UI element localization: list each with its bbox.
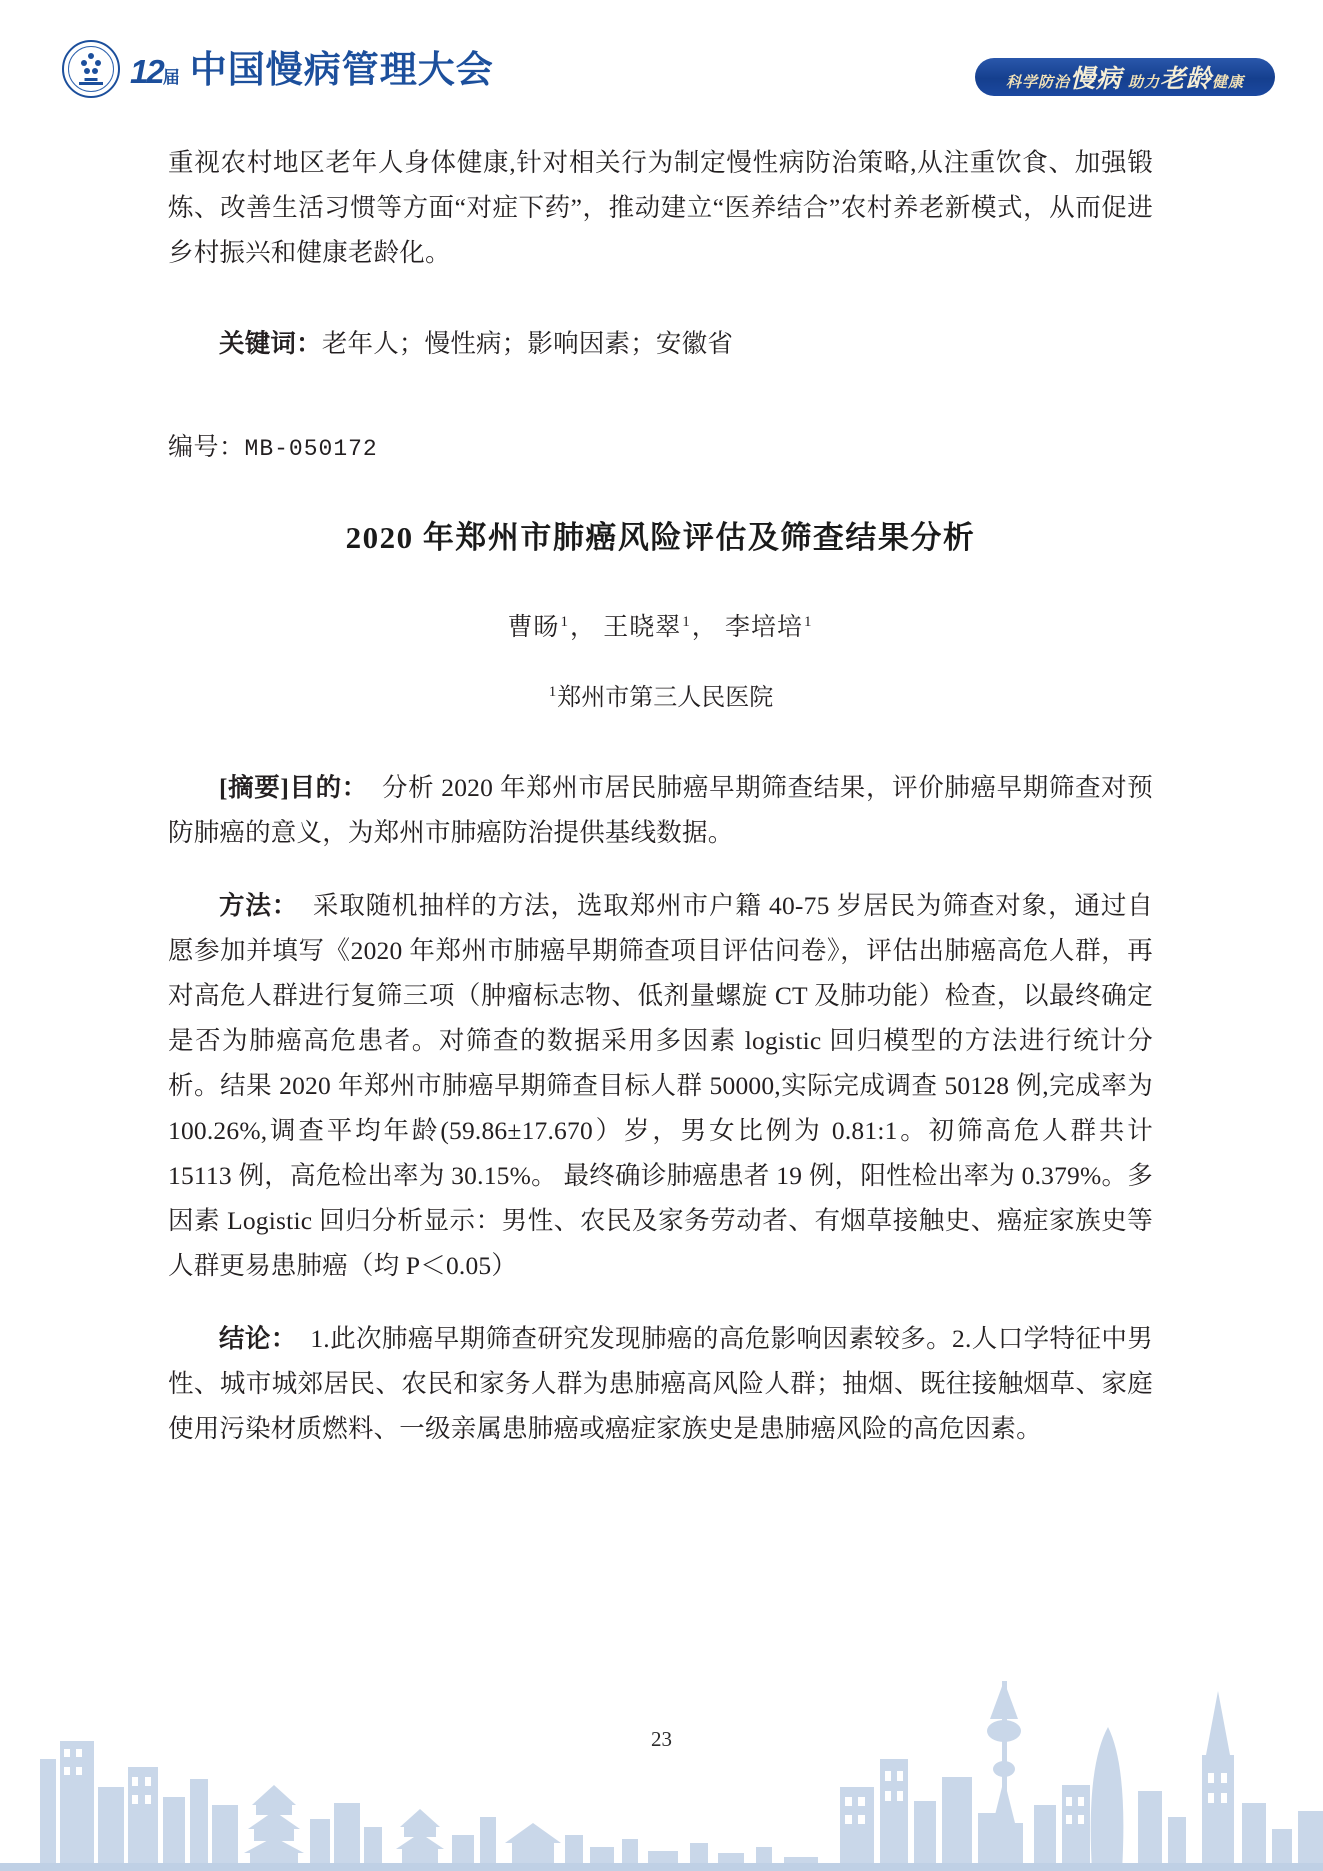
affiliation-name: 郑州市第三人民医院: [557, 685, 774, 711]
abstract-conclusion-label: 结论：: [219, 1324, 297, 1353]
edition-char: 届: [162, 67, 180, 87]
abstract-objective-text: 分析 2020 年郑州市居民肺癌早期筛查结果，评价肺癌早期筛查对预防肺癌的意义，为郑州市肺癌防治提供基线数据。: [168, 773, 1153, 847]
author-entry: [725, 614, 814, 641]
conference-title: 中国慢病管理大会: [189, 48, 494, 90]
article-code: [168, 428, 1153, 469]
slogan-part5: 健康: [1212, 74, 1245, 91]
article-code-label: 编号：: [168, 434, 245, 461]
slogan-part1: 科学防治: [1005, 74, 1070, 91]
abstract-tag: [摘要]: [219, 773, 290, 802]
edition-number: 12: [130, 52, 163, 90]
slogan-part2: 慢病: [1069, 65, 1122, 93]
seal-flower-icon: [83, 56, 99, 72]
author-separator: ，: [691, 614, 718, 641]
author-name: 李培培: [725, 614, 804, 641]
author-separator: ，: [569, 614, 596, 641]
abstract-conclusion: [168, 1316, 1153, 1451]
page-header: [0, 0, 1323, 118]
continued-paragraph: 重视农村地区老年人身体健康,针对相关行为制定慢性病防治策略,从注重饮食、加强锻炼、改善生活习惯等方面“对症下药”，推动建立“医养结合”农村养老新模式，从而促进乡村振兴和健康老龄化。: [168, 148, 1153, 267]
abstract-objective-label: 目的：: [289, 773, 368, 802]
header-slogan-text: [1006, 59, 1244, 95]
article-code-value: MB-050172: [244, 436, 378, 462]
page-content: [168, 140, 1153, 1451]
abstract-methods: [168, 883, 1153, 1288]
author-name: 曹旸: [507, 614, 560, 641]
page-number: 23: [651, 1727, 672, 1751]
association-seal-icon: [62, 40, 120, 98]
author-affiliation-marker: 1: [804, 613, 813, 630]
abstract-methods-text: 采取随机抽样的方法，选取郑州市户籍 40-75 岁居民为筛查对象，通过自愿参加并填写《2020 年郑州市肺癌早期筛查项目评估问卷》，评估出肺癌高危人群，再对高危人群进行复筛三项（肿瘤标志物、低剂量螺旋 CT 及肺功能）检查，以最终确定是否为肺癌高危患者。对筛查的数据采用多因素 logistic 回归模型的方法进行统计分析。结果 2020 年郑州市肺癌早期筛查目标人群 50000,实际完成调查 50128 例,完成率为 100.26%,调查平均年龄(59.86±17.670）岁，男女比例为 0.81:1。初筛高危人群共计 15113 例，高危检出率为 30.15%。 最终确诊肺癌患者 19 例，阳性检出率为 0.379%。多因素 Logistic 回归分析显示：男性、农民及家务劳动者、有烟草接触史、癌症家族史等人群更易患肺癌（均 P＜0.05）: [168, 891, 1153, 1280]
abstract-methods-label: 方法：: [219, 891, 299, 920]
author-list: [168, 607, 1153, 649]
affiliation-line: [168, 677, 1153, 719]
slogan-part3: 助力: [1128, 74, 1161, 91]
slogan-part4: 老龄: [1160, 65, 1213, 93]
article-title: 2020 年郑州市肺癌风险评估及筛查结果分析: [345, 520, 976, 555]
affiliation-marker: 1: [548, 684, 557, 700]
seal-base-upper: [85, 78, 98, 81]
author-entry: [507, 614, 570, 641]
keywords-value: 老年人；慢性病；影响因素；安徽省: [321, 329, 734, 358]
author-affiliation-marker: 1: [682, 613, 691, 630]
abstract-objective: [168, 765, 1153, 855]
keywords-line: [168, 321, 1153, 366]
author-entry: [603, 614, 692, 641]
abstract-conclusion-text: 1.此次肺癌早期筛查研究发现肺癌的高危影响因素较多。2.人口学特征中男性、城市城郊居民、农民和家务人群为患肺癌高风险人群；抽烟、既往接触烟草、家庭使用污染材质燃料、一级亲属患肺癌或癌症家族史是患肺癌风险的高危因素。: [168, 1324, 1153, 1443]
author-name: 王晓翠: [603, 614, 682, 641]
seal-base-lower: [79, 82, 103, 85]
conference-edition: [130, 52, 180, 90]
conference-brand: [62, 40, 494, 98]
keywords-label: 关键词：: [219, 329, 322, 358]
author-affiliation-marker: 1: [560, 613, 569, 630]
header-slogan-banner: [975, 58, 1275, 96]
